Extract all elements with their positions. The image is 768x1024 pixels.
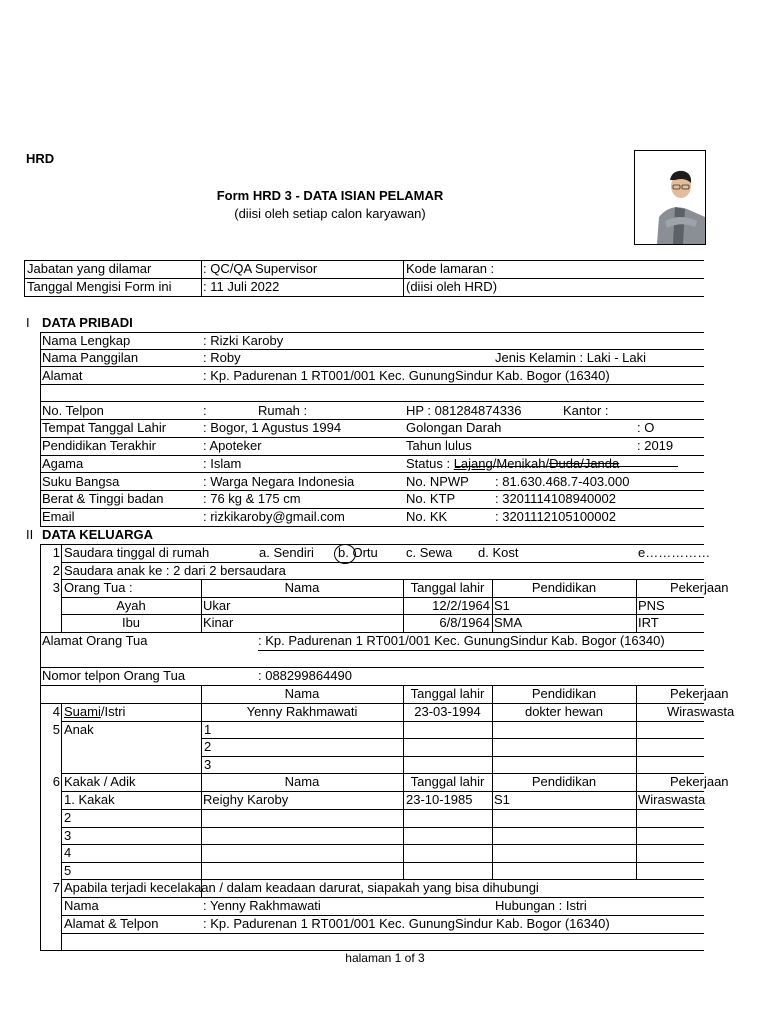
tinggal-option-a: a. Sendiri — [259, 545, 314, 560]
kontak-nama-label: Nama — [64, 898, 99, 913]
sibling-row-2: 2 — [64, 810, 72, 825]
col-header-tanggal-lahir: Tanggal lahir — [410, 580, 485, 595]
tanggal-form-value: : 11 Juli 2022 — [203, 279, 280, 294]
alamat-ortu-label: Alamat Orang Tua — [42, 633, 148, 648]
kontak-nama-value: : Yenny Rakhmawati — [203, 898, 321, 913]
alamat-ortu-value: : Kp. Padurenan 1 RT001/001 Kec. GunungSindur Kab. Bogor (16340) — [258, 633, 665, 648]
sibling-row-3: 3 — [64, 828, 72, 843]
col-header-pekerjaan-2: Pekerjaan — [670, 686, 729, 701]
ibu-pekerjaan: IRT — [638, 615, 659, 630]
form-subtitle: (diisi oleh setiap calon karyawan) — [234, 206, 426, 221]
applicant-photo — [634, 150, 706, 245]
orang-tua-label: Orang Tua : — [64, 580, 133, 595]
hp-number: HP : 081284874336 — [406, 403, 522, 418]
section-number-2: II — [26, 527, 34, 542]
col-header-pekerjaan-3: Pekerjaan — [670, 774, 729, 789]
ktp-label: No. KTP — [406, 491, 456, 506]
row-num-1: 1 — [52, 545, 60, 560]
kontak-hubungan: Hubungan : Istri — [495, 898, 587, 913]
status-label: Status : — [406, 456, 454, 471]
berat-tinggi-value: : 76 kg & 175 cm — [203, 491, 301, 506]
kakak-1-pendidikan: S1 — [494, 792, 510, 807]
row-num-6: 6 — [52, 774, 60, 789]
agama-value: : Islam — [203, 456, 242, 471]
suami-istri-label: Suami/Istri — [64, 704, 126, 719]
agama-label: Agama — [42, 456, 84, 471]
pasangan-tanggal-lahir: 23-03-1994 — [414, 704, 481, 719]
tinggal-label: Saudara tinggal di rumah — [64, 545, 210, 560]
kontak-alamat-label: Alamat & Telpon — [64, 916, 159, 931]
npwp-value: : 81.630.468.7-403.000 — [495, 474, 630, 489]
alamat-value: : Kp. Padurenan 1 RT001/001 Kec. GunungSindur Kab. Bogor (16340) — [203, 368, 610, 383]
tinggal-option-d: d. Kost — [478, 545, 519, 560]
rumah-label: Rumah : — [258, 403, 308, 418]
kakak-adik-label: Kakak / Adik — [64, 774, 136, 789]
col-header-pendidikan: Pendidikan — [531, 580, 597, 595]
tahun-lulus-label: Tahun lulus — [406, 438, 472, 453]
kode-lamaran-note: (diisi oleh HRD) — [406, 279, 498, 294]
pasangan-pekerjaan: Wiraswasta — [667, 704, 735, 719]
jabatan-label: Jabatan yang dilamar — [27, 261, 152, 276]
tinggal-option-c: c. Sewa — [406, 545, 453, 560]
berat-tinggi-label: Berat & Tinggi badan — [42, 491, 164, 506]
telpon-ortu-value: : 088299864490 — [258, 668, 352, 683]
nama-lengkap-value: : Rizki Karoby — [203, 333, 284, 348]
email-label: Email — [42, 509, 75, 524]
form-title: Form HRD 3 - DATA ISIAN PELAMAR — [216, 188, 444, 203]
col-header-pekerjaan: Pekerjaan — [670, 580, 729, 595]
status-lajang: Lajang — [453, 456, 493, 471]
ibu-tanggal-lahir: 6/8/1964 — [439, 615, 490, 630]
col-header-nama: Nama — [284, 580, 320, 595]
section-title-data-pribadi: DATA PRIBADI — [42, 315, 133, 330]
pasangan-pendidikan: dokter hewan — [524, 704, 604, 719]
status-duda-janda: Duda/Janda — [549, 456, 620, 471]
row-num-5: 5 — [52, 722, 60, 737]
ttl-value: : Bogor, 1 Agustus 1994 — [203, 420, 342, 435]
section-number-1: I — [26, 315, 30, 330]
sibling-row-5: 5 — [64, 863, 72, 878]
kakak-1-tanggal-lahir: 23-10-1985 — [406, 792, 473, 807]
kantor-label: Kantor : — [563, 403, 609, 418]
alamat-label: Alamat — [42, 368, 83, 383]
col-header-nama-2: Nama — [284, 686, 320, 701]
suku-label: Suku Bangsa — [42, 474, 120, 489]
ayah-pekerjaan: PNS — [638, 598, 665, 613]
kakak-1-pekerjaan: Wiraswasta — [638, 792, 706, 807]
jabatan-value: : QC/QA Supervisor — [203, 261, 318, 276]
anak-row-2: 2 — [204, 739, 212, 754]
telpon-ortu-label: Nomor telpon Orang Tua — [42, 668, 186, 683]
pendidikan-terakhir-value: : Apoteker — [203, 438, 262, 453]
hrd-label: HRD — [26, 151, 55, 166]
ktp-value: : 3201114108940002 — [495, 491, 616, 506]
kk-label: No. KK — [406, 509, 448, 524]
ibu-nama: Kinar — [203, 615, 234, 630]
kode-lamaran-label: Kode lamaran : — [406, 261, 495, 276]
person-photo-icon — [635, 151, 705, 244]
col-header-tanggal-lahir-3: Tanggal lahir — [410, 774, 485, 789]
row-num-3: 3 — [52, 580, 60, 595]
anak-ke-text: Saudara anak ke : 2 dari 2 bersaudara — [64, 563, 286, 578]
pendidikan-terakhir-label: Pendidikan Terakhir — [42, 438, 156, 453]
nama-lengkap-label: Nama Lengkap — [42, 333, 131, 348]
col-header-tanggal-lahir-2: Tanggal lahir — [410, 686, 485, 701]
telpon-label: No. Telpon — [42, 403, 104, 418]
nama-panggilan-label: Nama Panggilan — [42, 350, 139, 365]
tinggal-option-b: b. Ortu — [338, 545, 378, 560]
ibu-label: Ibu — [121, 615, 141, 630]
section-title-data-keluarga: DATA KELUARGA — [42, 527, 153, 542]
telpon-colon: : — [203, 403, 207, 418]
kontak-alamat-value: : Kp. Padurenan 1 RT001/001 Kec. GunungSindur Kab. Bogor (16340) — [203, 916, 610, 931]
suku-value: : Warga Negara Indonesia — [203, 474, 355, 489]
status-perkawinan — [406, 456, 619, 472]
sibling-row-4: 4 — [64, 845, 72, 860]
anak-row-1: 1 — [204, 722, 212, 737]
ayah-tanggal-lahir: 12/2/1964 — [432, 598, 490, 613]
pasangan-nama: Yenny Rakhmawati — [246, 704, 358, 719]
ayah-pendidikan: S1 — [494, 598, 510, 613]
row-num-4: 4 — [52, 704, 60, 719]
ayah-label: Ayah — [116, 598, 146, 613]
jenis-kelamin: Jenis Kelamin : Laki - Laki — [495, 350, 647, 365]
col-header-pendidikan-3: Pendidikan — [531, 774, 597, 789]
golongan-darah-label: Golongan Darah — [406, 420, 502, 435]
ayah-nama: Ukar — [203, 598, 231, 613]
row-num-2: 2 — [52, 563, 60, 578]
page-number: halaman 1 of 3 — [345, 951, 425, 965]
anak-label: Anak — [64, 722, 94, 737]
email-value: : rizkikaroby@gmail.com — [203, 509, 345, 524]
npwp-label: No. NPWP — [406, 474, 469, 489]
golongan-darah-value: : O — [637, 420, 655, 435]
col-header-pendidikan-2: Pendidikan — [531, 686, 597, 701]
ttl-label: Tempat Tanggal Lahir — [42, 420, 167, 435]
kakak-1-nama: Reighy Karoby — [203, 792, 289, 807]
kakak-1-label: 1. Kakak — [64, 792, 115, 807]
anak-row-3: 3 — [204, 757, 212, 772]
ibu-pendidikan: SMA — [494, 615, 523, 630]
col-header-nama-3: Nama — [284, 774, 320, 789]
tinggal-option-e: e…………… — [638, 545, 711, 560]
kontak-darurat-question: Apabila terjadi kecelakaan / dalam keadaan darurat, siapakah yang bisa dihubungi — [64, 880, 539, 895]
status-menikah: /Menikah/ — [492, 456, 550, 471]
tahun-lulus-value: : 2019 — [637, 438, 674, 453]
row-num-7: 7 — [52, 880, 60, 895]
nama-panggilan-value: : Roby — [203, 350, 241, 365]
tanggal-form-label: Tanggal Mengisi Form ini — [27, 279, 172, 294]
circle-mark-icon — [334, 544, 356, 564]
kk-value: : 3201112105100002 — [495, 509, 616, 524]
